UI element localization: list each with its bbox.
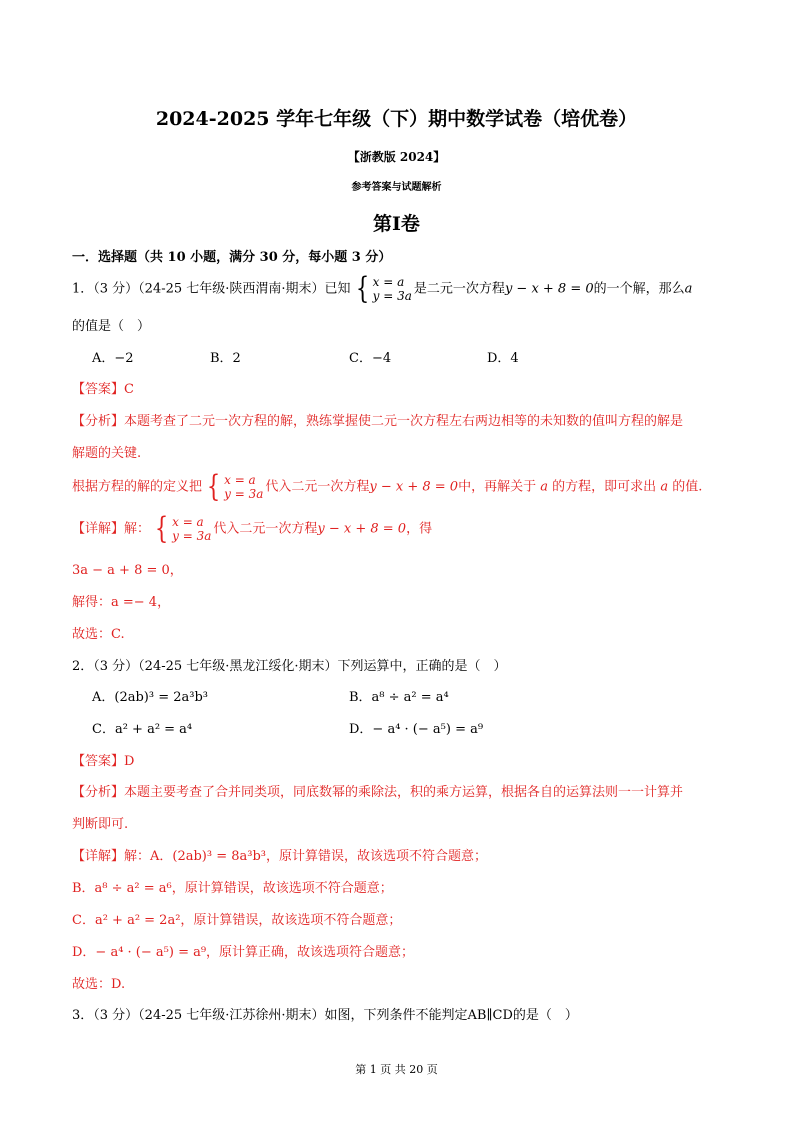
q1-variable: a: [684, 281, 693, 297]
system-bottom: y = 3a: [172, 529, 212, 543]
q1-option-c: C．−4: [349, 351, 392, 366]
q2-analysis-line2: 判断即可.: [72, 817, 129, 832]
q1-stem-text: 1．（3 分）（24-25 七年级·陕西渭南·期末）已知: [72, 281, 351, 297]
detail-text: ，得: [406, 521, 433, 537]
detail-text: 代入二元一次方程: [213, 521, 318, 537]
q1-step3: 故选：C.: [72, 627, 125, 642]
analysis-equation: y − x + 8 = 0: [369, 479, 459, 495]
q1-analysis-line1: 【分析】本题考查了二元一次方程的解，熟练掌握使二元一次方程左右两边相等的未知数的值叫方程的解是: [72, 414, 684, 429]
q1-stem-text: 的一个解，那么: [593, 281, 685, 297]
q1-option-d: D．4: [487, 351, 519, 366]
q1-stem-cont: 的值是（ ）: [72, 319, 151, 334]
q1-answer: 【答案】C: [72, 382, 134, 397]
q2-option-b: B．a⁸ ÷ a² = a⁴: [349, 690, 449, 705]
detail-text: 【详解】解：: [72, 521, 151, 537]
analysis-variable: a: [660, 479, 669, 495]
q1-equation-system: { x = a y = 3a: [355, 271, 412, 306]
system-bottom: y = 3a: [224, 487, 264, 501]
subtitle: 参考答案与试题解析: [351, 182, 442, 193]
q2-detail-line2: B．a⁸ ÷ a² = a⁶，原计算错误，故该选项不符合题意；: [72, 881, 393, 896]
q3-stem: 3．（3 分）（24-25 七年级·江苏徐州·期末）如图，下列条件不能判定AB∥CD的是（ ）: [72, 1008, 578, 1023]
system-bottom: y = 3a: [372, 289, 412, 303]
q1-option-a: A．−2: [92, 351, 134, 366]
analysis-text: 中，再解关于: [458, 479, 537, 495]
q2-detail-line3: C．a² + a² = 2a²，原计算错误，故该选项不符合题意；: [72, 913, 402, 928]
q1-analysis-line3: [72, 469, 703, 504]
q2-detail-line4: D．− a⁴ · (− a⁵) = a⁹，原计算正确，故该选项符合题意；: [72, 945, 415, 960]
q2-option-c: C．a² + a² = a⁴: [92, 722, 193, 737]
q1-stem: [72, 271, 693, 306]
system-top: x = a: [224, 473, 256, 487]
q1-analysis-system: { x = a y = 3a: [206, 469, 264, 504]
q1-detail-system: { x = a y = 3a: [154, 511, 212, 546]
q2-stem: 2．（3 分）（24-25 七年级·黑龙江绥化·期末）下列运算中，正确的是（ ）: [72, 659, 507, 674]
page-title: 2024-2025 学年七年级（下）期中数学试卷（培优卷）: [155, 108, 638, 130]
section-heading: 一．选择题（共 10 小题，满分 30 分，每小题 3 分）: [72, 250, 392, 265]
analysis-text: 根据方程的解的定义把: [72, 479, 203, 495]
q2-answer: 【答案】D: [72, 754, 135, 769]
system-top: x = a: [172, 515, 204, 529]
q1-analysis-line2: 解题的关键.: [72, 446, 142, 461]
analysis-text: 的值.: [672, 479, 703, 495]
system-top: x = a: [372, 275, 405, 289]
detail-equation: y − x + 8 = 0: [317, 521, 407, 537]
page-footer: 第 1 页 共 20 页: [355, 1063, 438, 1076]
q2-option-a: A．(2ab)³ = 2a³b³: [92, 690, 209, 705]
analysis-variable: a: [540, 479, 549, 495]
q1-step2: 解得：a =− 4，: [72, 595, 171, 610]
q2-analysis-line1: 【分析】本题主要考查了合并同类项，同底数幂的乘除法，积的乘方运算，根据各自的运算法则一一计算并: [72, 785, 684, 800]
analysis-text: 的方程，即可求出: [552, 479, 657, 495]
edition-label: 【浙教版 2024】: [347, 150, 446, 164]
analysis-text: 代入二元一次方程: [265, 479, 370, 495]
q1-detail-line1: [72, 511, 433, 546]
q2-detail-line1: 【详解】解：A．(2ab)³ = 8a³b³，原计算错误，故该选项不符合题意；: [72, 849, 488, 864]
q2-detail-line5: 故选：D.: [72, 977, 126, 992]
q2-option-d: D．− a⁴ · (− a⁵) = a⁹: [349, 722, 484, 737]
q1-step1: 3a − a + 8 = 0，: [72, 563, 183, 578]
q1-option-b: B．2: [210, 351, 241, 366]
q1-equation: y − x + 8 = 0: [504, 281, 594, 297]
q1-stem-text: 是二元一次方程: [413, 281, 505, 297]
volume-heading: 第Ⅰ卷: [373, 213, 420, 235]
